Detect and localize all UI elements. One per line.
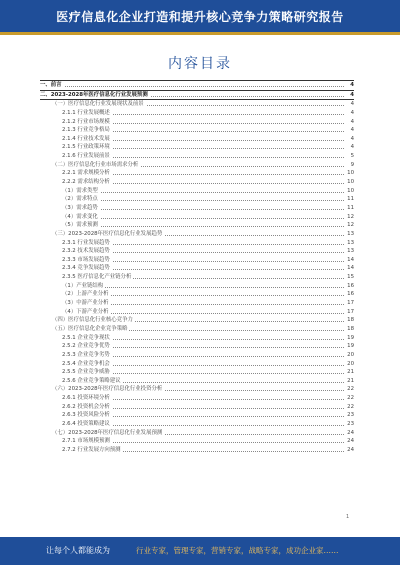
toc-entry-title: 2.7.2 行业发展方向预测 bbox=[62, 446, 121, 453]
toc-entry-page: 18 bbox=[347, 325, 354, 332]
toc-entry[interactable] bbox=[40, 299, 354, 308]
toc-leader-dots bbox=[62, 200, 344, 201]
toc-entry-title: 2.5.6 企业竞争策略建议 bbox=[62, 377, 121, 384]
toc-entry-page: 19 bbox=[347, 343, 354, 350]
page-number: 1 bbox=[346, 514, 350, 520]
toc-entry-title: 2.5.4 企业竞争机会 bbox=[62, 360, 110, 367]
toc-entry-title: 2.1.6 行业发展前景 bbox=[62, 153, 110, 160]
toc-entry-title: 2.5.5 企业竞争威胁 bbox=[62, 369, 110, 376]
toc-entry-title: （七）2023-2028年医疗信息化行业发展预测 bbox=[52, 429, 163, 436]
toc-entry-page: 23 bbox=[347, 412, 354, 419]
toc-entry[interactable] bbox=[40, 80, 354, 91]
toc-entry[interactable] bbox=[40, 437, 354, 446]
toc-entry[interactable] bbox=[40, 247, 354, 256]
toc-entry[interactable] bbox=[40, 195, 354, 204]
toc-entry[interactable] bbox=[40, 316, 354, 325]
toc-entry-page: 24 bbox=[347, 438, 354, 445]
toc-leader-dots bbox=[62, 192, 344, 193]
toc-entry-title: （3）中游产业分析 bbox=[62, 300, 109, 307]
toc-entry-page: 14 bbox=[347, 256, 354, 263]
toc-entry-page: 16 bbox=[347, 282, 354, 289]
toc-entry[interactable] bbox=[40, 161, 354, 170]
toc-entry-page: 20 bbox=[347, 351, 354, 358]
toc-entry-title: （5）需求预测 bbox=[62, 222, 98, 229]
toc-entry-title: （六）2023-2028年医疗信息化行业投资分析 bbox=[52, 386, 163, 393]
toc-heading: 内容目录 bbox=[168, 56, 232, 72]
toc-entry-title: 2.1.2 行业市场规模 bbox=[62, 118, 110, 125]
toc-entry-page: 23 bbox=[347, 420, 354, 427]
toc-entry-page: 13 bbox=[347, 239, 354, 246]
toc-entry[interactable] bbox=[40, 100, 354, 109]
toc-entry[interactable] bbox=[40, 143, 354, 152]
toc-entry-page: 24 bbox=[347, 446, 354, 453]
toc-entry-title: （1）需求类型 bbox=[62, 187, 98, 194]
toc-entry-title: 2.6.2 投资机会分析 bbox=[62, 403, 110, 410]
toc-entry-title: 2.1.5 行业政策环境 bbox=[62, 144, 110, 151]
toc-entry-page: 18 bbox=[347, 317, 354, 324]
toc-entry[interactable] bbox=[40, 446, 354, 455]
toc-entry[interactable] bbox=[40, 429, 354, 438]
toc-entry[interactable] bbox=[40, 91, 354, 101]
toc-entry-page: 22 bbox=[347, 386, 354, 393]
toc-entry-title: 2.5.1 企业竞争现状 bbox=[62, 334, 110, 341]
toc-entry-page: 14 bbox=[347, 265, 354, 272]
toc-entry-page: 16 bbox=[347, 291, 354, 298]
toc-entry-page: 12 bbox=[347, 222, 354, 229]
toc-entry-page: 5 bbox=[350, 153, 354, 160]
toc-entry[interactable] bbox=[40, 152, 354, 161]
toc-entry-page: 4 bbox=[350, 91, 354, 98]
toc-entry-page: 20 bbox=[347, 360, 354, 367]
toc-entry[interactable] bbox=[40, 204, 354, 213]
toc-entry-title: 2.6.1 投资环境分析 bbox=[62, 395, 110, 402]
toc-entry[interactable] bbox=[40, 169, 354, 178]
toc-entry-title: （二）医疗信息化行业市场需求分析 bbox=[52, 161, 139, 168]
toc-entry-page: 17 bbox=[347, 300, 354, 307]
toc-entry-title: 2.3.2 技术发展趋势 bbox=[62, 248, 110, 255]
header-accent-stripe bbox=[0, 32, 400, 35]
toc-entry-page: 9 bbox=[350, 161, 354, 168]
toc-entry[interactable] bbox=[40, 394, 354, 403]
toc-entry-title: 2.3.5 医疗信息化产业链分析 bbox=[62, 274, 132, 281]
toc-entry-title: 2.2.2 需求结构分析 bbox=[62, 179, 110, 186]
toc-entry-page: 12 bbox=[347, 213, 354, 220]
toc-entry[interactable] bbox=[40, 385, 354, 394]
toc-entry[interactable] bbox=[40, 290, 354, 299]
toc-entry[interactable] bbox=[40, 230, 354, 239]
toc-entry[interactable] bbox=[40, 411, 354, 420]
toc-entry-title: （五）医疗信息化企业竞争策略 bbox=[52, 325, 128, 332]
toc-entry[interactable] bbox=[40, 135, 354, 144]
toc-entry[interactable] bbox=[40, 126, 354, 135]
toc-entry[interactable] bbox=[40, 420, 354, 429]
toc-entry-title: 2.7.1 市场规模预测 bbox=[62, 438, 110, 445]
toc-entry[interactable] bbox=[40, 325, 354, 334]
toc-leader-dots bbox=[62, 218, 344, 219]
toc-entry[interactable] bbox=[40, 342, 354, 351]
toc-entry[interactable] bbox=[40, 187, 354, 196]
footer-tagline: 行业专家，管理专家，营销专家，战略专家，成功企业家…… bbox=[136, 546, 339, 555]
toc-entry-title: （3）需求趋势 bbox=[62, 204, 98, 211]
toc-entry[interactable] bbox=[40, 178, 354, 187]
toc-entry-page: 24 bbox=[347, 429, 354, 436]
toc-entry-title: 2.1.3 行业竞争格局 bbox=[62, 127, 110, 134]
toc-entry-page: 10 bbox=[347, 179, 354, 186]
toc-entry-title: （1）产业链结构 bbox=[62, 282, 104, 289]
toc-entry-title: 2.5.2 企业竞争优势 bbox=[62, 343, 110, 350]
toc-entry[interactable] bbox=[40, 239, 354, 248]
toc-entry-page: 17 bbox=[347, 308, 354, 315]
toc-entry-page: 19 bbox=[347, 334, 354, 341]
toc-entry-title: （4）下游产业分析 bbox=[62, 308, 109, 315]
toc-entry-page: 10 bbox=[347, 187, 354, 194]
toc-entry-title: 2.1.4 行业技术发展 bbox=[62, 135, 110, 142]
toc-entry-page: 22 bbox=[347, 403, 354, 410]
toc-entry-page: 4 bbox=[350, 118, 354, 125]
toc-entry[interactable] bbox=[40, 377, 354, 386]
toc-entry-page: 4 bbox=[350, 109, 354, 116]
toc-entry-title: （2）上游产业分析 bbox=[62, 291, 109, 298]
toc-entry-page: 11 bbox=[347, 196, 354, 203]
toc-entry[interactable] bbox=[40, 351, 354, 360]
toc-leader-dots bbox=[62, 226, 344, 227]
toc-entry-title: 一、前言 bbox=[40, 82, 62, 88]
toc-entry-page: 21 bbox=[347, 369, 354, 376]
toc-entry-page: 13 bbox=[347, 248, 354, 255]
toc-entry[interactable] bbox=[40, 334, 354, 343]
toc-entry-page: 11 bbox=[347, 204, 354, 211]
toc-entry-page: 13 bbox=[347, 230, 354, 237]
toc-entry-page: 4 bbox=[350, 101, 354, 108]
footer-slogan: 让每个人都能成为 bbox=[46, 546, 110, 555]
toc-entry-title: 二、2023-2028年医疗信息化行业发展预测 bbox=[40, 91, 148, 98]
toc-entry[interactable] bbox=[40, 264, 354, 273]
toc-entry-title: 2.6.3 投资风险分析 bbox=[62, 412, 110, 419]
toc-entry[interactable] bbox=[40, 360, 354, 369]
toc-entry-title: 2.1.1 行业发展概述 bbox=[62, 109, 110, 116]
toc-entry[interactable] bbox=[40, 308, 354, 317]
toc-entry-title: 2.6.4 投资策略建议 bbox=[62, 420, 110, 427]
toc-entry-page: 4 bbox=[350, 144, 354, 151]
toc-entry-page: 21 bbox=[347, 377, 354, 384]
toc-entry[interactable] bbox=[40, 368, 354, 377]
toc-leader-dots bbox=[40, 86, 344, 87]
toc-entry[interactable] bbox=[40, 403, 354, 412]
toc-entry-title: （一）医疗信息化行业发展现状及前景 bbox=[52, 101, 144, 108]
toc-entry-title: （三）2023-2028年医疗信息化行业发展趋势 bbox=[52, 230, 163, 237]
toc-entry[interactable] bbox=[40, 273, 354, 282]
toc-entry-title: （四）医疗信息化行业核心竞争力 bbox=[52, 317, 133, 324]
toc-entry[interactable] bbox=[40, 118, 354, 127]
toc-entry-page: 10 bbox=[347, 170, 354, 177]
toc-entry[interactable] bbox=[40, 109, 354, 118]
toc-entry[interactable] bbox=[40, 213, 354, 222]
toc-entry-page: 4 bbox=[350, 82, 354, 88]
toc-leader-dots bbox=[62, 209, 344, 210]
toc-entry-title: （4）需求变化 bbox=[62, 213, 98, 220]
toc-entry-title: 2.3.4 竞争发展趋势 bbox=[62, 265, 110, 272]
toc-entry-title: 2.3.1 行业发展趋势 bbox=[62, 239, 110, 246]
toc-entry-title: （2）需求特点 bbox=[62, 196, 98, 203]
table-of-contents bbox=[40, 80, 354, 455]
toc-entry-page: 4 bbox=[350, 135, 354, 142]
toc-entry-title: 2.5.3 企业竞争劣势 bbox=[62, 351, 110, 358]
toc-entry-page: 22 bbox=[347, 395, 354, 402]
toc-entry[interactable] bbox=[40, 282, 354, 291]
toc-entry-title: 2.2.1 需求规模分析 bbox=[62, 170, 110, 177]
report-title: 医疗信息化企业打造和提升核心竞争力策略研究报告 bbox=[56, 10, 344, 24]
toc-entry-title: 2.3.3 市场发展趋势 bbox=[62, 256, 110, 263]
toc-entry-page: 4 bbox=[350, 127, 354, 134]
toc-entry-page: 15 bbox=[347, 274, 354, 281]
toc-entry[interactable] bbox=[40, 221, 354, 230]
toc-entry[interactable] bbox=[40, 256, 354, 265]
